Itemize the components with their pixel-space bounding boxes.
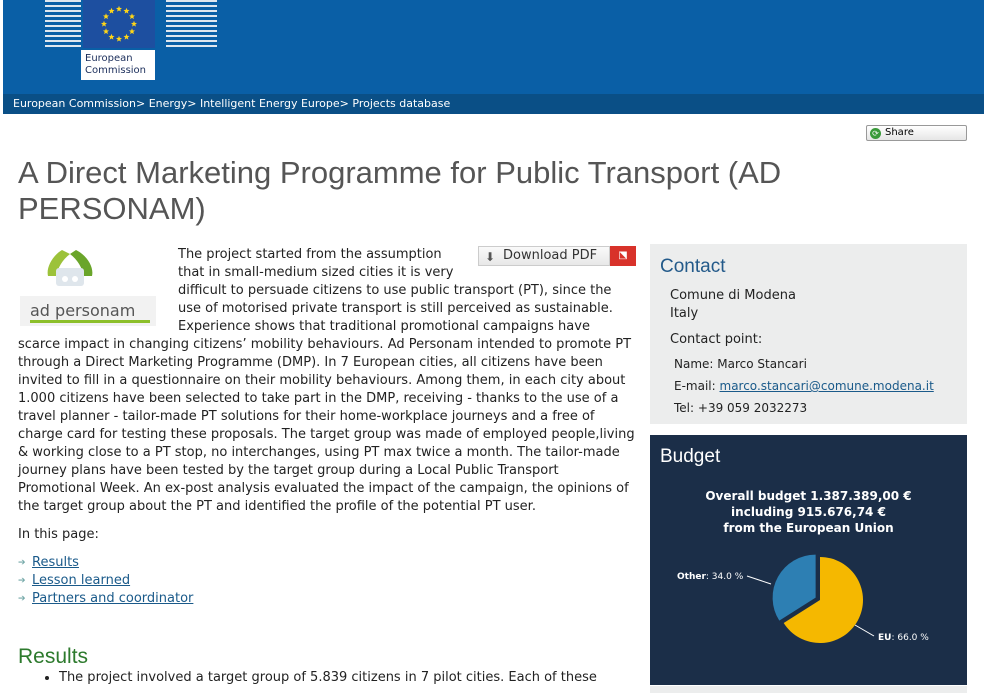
contact-name: Marco Stancari bbox=[717, 357, 807, 371]
org-name: Comune di Modena bbox=[670, 288, 796, 303]
ad-personam-logo-icon bbox=[18, 246, 166, 332]
svg-text:ad personam: ad personam bbox=[30, 301, 136, 320]
header-banner bbox=[3, 0, 984, 94]
download-pdf-label: Download PDF bbox=[503, 248, 598, 263]
share-button[interactable] bbox=[866, 125, 967, 141]
logo-decoration bbox=[45, 0, 81, 48]
page-links bbox=[18, 554, 636, 608]
contact-email-link[interactable]: marco.stancari@comune.modena.it bbox=[719, 379, 934, 393]
page-title: A Direct Marketing Programme for Public Transport (AD PERSONAM) bbox=[18, 155, 782, 226]
results-heading: Results bbox=[18, 645, 89, 668]
panel-divider bbox=[650, 686, 967, 693]
eu-star-icon bbox=[123, 8, 129, 14]
breadcrumb-item[interactable]: European Commission bbox=[13, 97, 137, 110]
budget-line: from the European Union bbox=[723, 521, 894, 535]
breadcrumb-item[interactable]: Projects database bbox=[352, 97, 451, 110]
list-item bbox=[18, 554, 636, 572]
contact-email-row bbox=[674, 379, 934, 393]
results-list bbox=[45, 669, 625, 687]
eu-star-icon bbox=[103, 13, 109, 19]
download-pdf-button[interactable] bbox=[478, 246, 610, 266]
description-text: The project started from the assumption that in small-medium sized cities it is very difficult to persuade citizens to use public transport (PT), since the use of motorised private transport is still perceived as sustainable. Experience shows that traditional promotional campaigns have scarce impact in changing citizens’ mobility behaviours. Ad Personam intended to promote PT through a Direct Marketing Programme (DMP). In 7 European cities, all citizens have been invited to fill in a questionnaire on their mobility behaviours. Among them, in each city about 1.000 citizens have been selected to take part in the DMP, receiving - thanks to the use of a travel planner - tailor-made PT solutions for their home-workplace journeys and a free of charge card for testing these proposals. The target group was made of employed people,living & working close to a PT stop, no interchanges, using PT max twice a month. The tailor-made journey plans have been tested by the target group during a Local Public Transport Promotional Week. An ex-post analysis evaluated the impact of the campaign, the opinions of the target group about the PT and identified the profile of the potential PT user. bbox=[18, 247, 635, 514]
link-lesson-learned[interactable]: Lesson learned bbox=[32, 573, 131, 588]
eu-flag-icon[interactable] bbox=[83, 0, 155, 48]
contact-tel: +39 059 2032273 bbox=[697, 401, 808, 415]
budget-pie-chart bbox=[650, 435, 967, 685]
breadcrumb-item[interactable]: Energy bbox=[148, 97, 188, 110]
contact-point-label: Contact point: bbox=[670, 332, 763, 347]
contact-organisation bbox=[670, 287, 796, 323]
contact-heading: Contact bbox=[660, 256, 726, 277]
tel-label: Tel: bbox=[674, 401, 695, 415]
pie-label-eu: EU: 66.0 % bbox=[878, 633, 929, 643]
name-label: Name: bbox=[674, 357, 714, 371]
logo-text-line: European bbox=[85, 53, 133, 64]
budget-line: including 915.676,74 € bbox=[731, 505, 886, 519]
share-icon: ⟳ bbox=[870, 128, 881, 139]
eu-star-icon bbox=[129, 28, 135, 34]
project-logo bbox=[18, 246, 178, 332]
breadcrumb-separator: > bbox=[136, 97, 149, 110]
budget-heading: Budget bbox=[660, 446, 721, 467]
pdf-icon[interactable]: ⬔ bbox=[610, 246, 636, 266]
eu-star-icon bbox=[108, 34, 114, 40]
pie-label-other: Other: 34.0 % bbox=[677, 572, 744, 582]
list-item bbox=[18, 590, 636, 608]
budget-line: Overall budget 1.387.389,00 € bbox=[705, 489, 912, 503]
eu-star-icon bbox=[129, 13, 135, 19]
contact-panel bbox=[650, 244, 967, 424]
breadcrumb-separator: > bbox=[339, 97, 353, 110]
project-description bbox=[18, 246, 636, 608]
link-results[interactable]: Results bbox=[32, 555, 79, 570]
pie-label-other-leader bbox=[747, 576, 771, 584]
logo-text-line: Commission bbox=[85, 65, 147, 76]
breadcrumb bbox=[3, 94, 984, 114]
logo-decoration bbox=[166, 0, 217, 48]
eu-star-icon bbox=[108, 8, 114, 14]
in-this-page-label: In this page: bbox=[18, 527, 99, 542]
eu-star-icon bbox=[101, 21, 107, 27]
eu-star-icon bbox=[103, 28, 109, 34]
contact-tel-row bbox=[674, 401, 807, 415]
download-pdf[interactable] bbox=[478, 246, 636, 270]
pie-label-eu-leader bbox=[855, 625, 874, 636]
org-country: Italy bbox=[670, 306, 699, 321]
commission-logo-text[interactable] bbox=[81, 50, 155, 80]
link-partners[interactable]: Partners and coordinator bbox=[32, 591, 194, 606]
list-item bbox=[18, 572, 636, 590]
budget-panel bbox=[650, 435, 967, 685]
breadcrumb-separator: > bbox=[187, 97, 200, 110]
download-icon: ⬇ bbox=[485, 250, 496, 264]
eu-star-icon bbox=[116, 36, 122, 42]
eu-stars-icon bbox=[97, 2, 141, 46]
eu-star-icon bbox=[123, 34, 129, 40]
share-label: Share bbox=[885, 127, 914, 138]
breadcrumb-item[interactable]: Intelligent Energy Europe bbox=[199, 97, 340, 110]
contact-name-row bbox=[674, 357, 807, 371]
eu-star-icon bbox=[116, 6, 122, 12]
eu-star-icon bbox=[131, 21, 137, 27]
email-label: E-mail: bbox=[674, 379, 716, 393]
list-item: • The project involved a target group of 5.839 citizens in 7 pilot cities. Each of these bbox=[59, 669, 625, 687]
